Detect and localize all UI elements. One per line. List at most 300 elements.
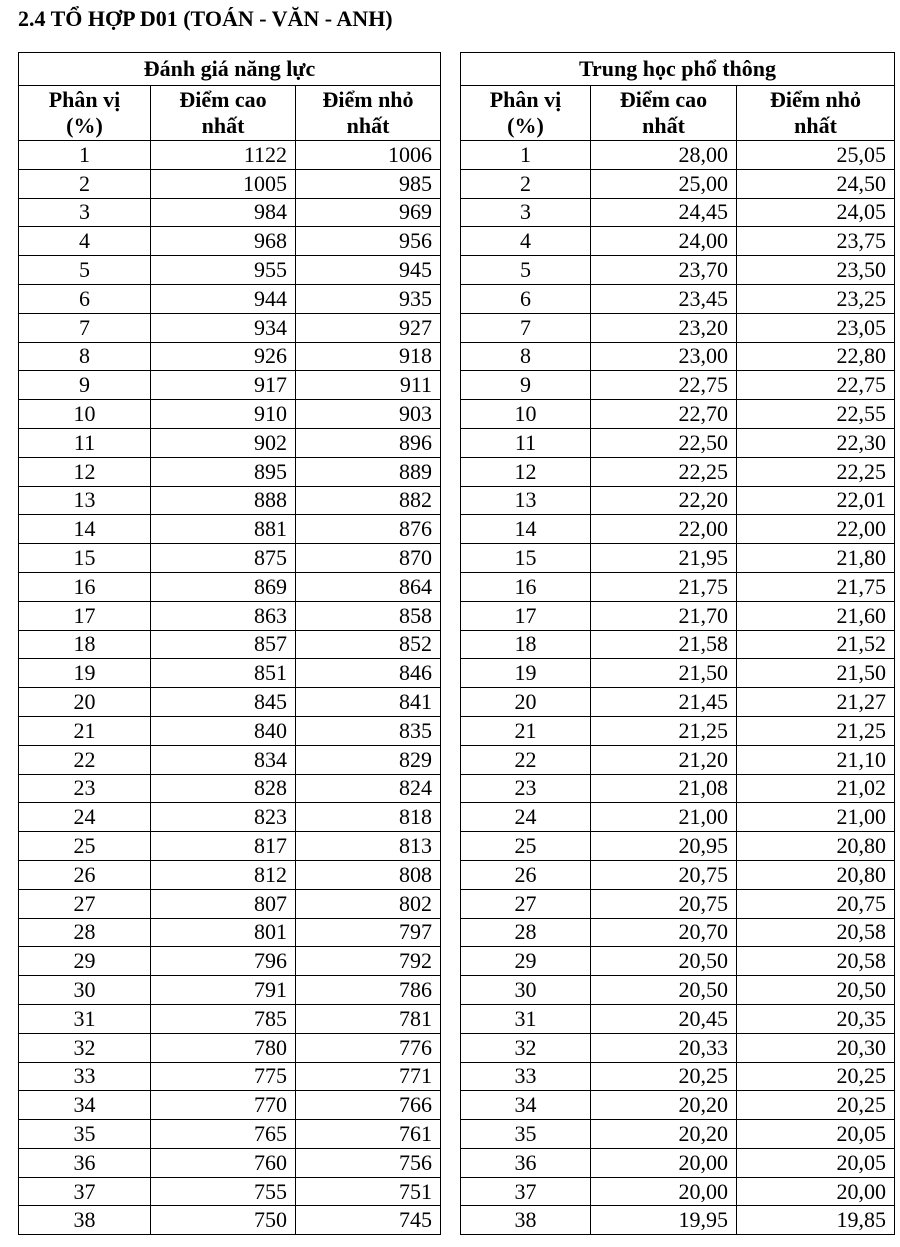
min-score-cell: 927: [296, 313, 441, 342]
max-score-cell: 22,00: [591, 515, 737, 544]
min-score-cell: 761: [296, 1120, 441, 1149]
max-score-cell: 21,50: [591, 659, 737, 688]
percentile-cell: 5: [461, 256, 591, 285]
max-score-cell: 934: [151, 313, 296, 342]
percentile-cell: 9: [19, 371, 151, 400]
max-score-cell: 765: [151, 1120, 296, 1149]
max-score-cell: 20,25: [591, 1062, 737, 1091]
table-row: [19, 1091, 441, 1120]
table-row: [19, 774, 441, 803]
percentile-cell: 34: [19, 1091, 151, 1120]
table-row: [461, 716, 895, 745]
percentile-cell: 4: [461, 227, 591, 256]
percentile-cell: 21: [461, 716, 591, 745]
min-score-cell: 969: [296, 198, 441, 227]
max-score-cell: 20,45: [591, 1004, 737, 1033]
percentile-cell: 6: [19, 284, 151, 313]
max-score-cell: 21,45: [591, 688, 737, 717]
percentile-cell: 25: [19, 832, 151, 861]
percentile-cell: 10: [461, 400, 591, 429]
max-score-cell: 840: [151, 716, 296, 745]
percentile-cell: 6: [461, 284, 591, 313]
percentile-cell: 19: [461, 659, 591, 688]
table-row: [19, 169, 441, 198]
min-score-cell: 935: [296, 284, 441, 313]
max-score-cell: 20,33: [591, 1033, 737, 1062]
table-row: [19, 198, 441, 227]
percentile-cell: 8: [19, 342, 151, 371]
table-row: [461, 889, 895, 918]
table-row: [461, 371, 895, 400]
percentile-cell: 32: [19, 1033, 151, 1062]
table-row: [461, 1206, 895, 1235]
percentile-cell: 10: [19, 400, 151, 429]
table-row: [19, 371, 441, 400]
table-row: [19, 342, 441, 371]
max-score-cell: 24,45: [591, 198, 737, 227]
max-score-cell: 21,00: [591, 803, 737, 832]
max-score-cell: 1005: [151, 169, 296, 198]
max-score-cell: 20,75: [591, 860, 737, 889]
max-score-cell: 23,70: [591, 256, 737, 285]
max-score-cell: 19,95: [591, 1206, 737, 1235]
percentile-cell: 31: [461, 1004, 591, 1033]
percentile-cell: 29: [19, 947, 151, 976]
max-score-cell: 968: [151, 227, 296, 256]
percentile-cell: 25: [461, 832, 591, 861]
min-score-header: Điểm nhỏ nhất: [296, 86, 441, 141]
percentile-cell: 28: [19, 918, 151, 947]
min-score-cell: 21,50: [737, 659, 895, 688]
percentile-cell: 5: [19, 256, 151, 285]
table-row: [19, 745, 441, 774]
min-score-cell: 864: [296, 572, 441, 601]
table-row: [461, 688, 895, 717]
percentile-cell: 33: [19, 1062, 151, 1091]
table-row: [19, 1033, 441, 1062]
percentile-cell: 12: [461, 457, 591, 486]
percentile-cell: 14: [19, 515, 151, 544]
table-row: [19, 1148, 441, 1177]
max-score-cell: 775: [151, 1062, 296, 1091]
min-score-cell: 21,75: [737, 572, 895, 601]
max-score-cell: 834: [151, 745, 296, 774]
min-score-cell: 22,80: [737, 342, 895, 371]
percentile-cell: 2: [19, 169, 151, 198]
table-row: [19, 400, 441, 429]
table-row: [461, 774, 895, 803]
min-score-cell: 802: [296, 889, 441, 918]
min-score-cell: 841: [296, 688, 441, 717]
min-score-cell: 20,30: [737, 1033, 895, 1062]
min-score-cell: 21,25: [737, 716, 895, 745]
table-row: [461, 313, 895, 342]
group-header: Trung học phổ thông: [461, 53, 895, 86]
max-score-cell: 21,25: [591, 716, 737, 745]
percentile-cell: 13: [461, 486, 591, 515]
percentile-cell: 3: [19, 198, 151, 227]
table-row: [461, 256, 895, 285]
table-row: [19, 544, 441, 573]
min-score-cell: 20,35: [737, 1004, 895, 1033]
percentile-cell: 7: [19, 313, 151, 342]
max-score-header: Điểm cao nhất: [591, 86, 737, 141]
table-row: [461, 400, 895, 429]
percentile-cell: 30: [19, 976, 151, 1005]
table-row: [19, 313, 441, 342]
min-score-cell: 876: [296, 515, 441, 544]
min-score-cell: 20,58: [737, 947, 895, 976]
max-score-cell: 857: [151, 630, 296, 659]
percentile-cell: 23: [19, 774, 151, 803]
min-score-cell: 818: [296, 803, 441, 832]
max-score-cell: 796: [151, 947, 296, 976]
table-row: [19, 832, 441, 861]
max-score-cell: 20,50: [591, 947, 737, 976]
max-score-cell: 755: [151, 1177, 296, 1206]
min-score-cell: 882: [296, 486, 441, 515]
min-score-cell: 20,58: [737, 918, 895, 947]
min-score-cell: 751: [296, 1177, 441, 1206]
table-row: [19, 860, 441, 889]
min-score-cell: 25,05: [737, 141, 895, 170]
percentile-cell: 7: [461, 313, 591, 342]
table-row: [19, 630, 441, 659]
max-score-cell: 926: [151, 342, 296, 371]
percentile-cell: 15: [461, 544, 591, 573]
min-score-cell: 22,55: [737, 400, 895, 429]
percentile-cell: 2: [461, 169, 591, 198]
min-score-cell: 911: [296, 371, 441, 400]
min-score-cell: 985: [296, 169, 441, 198]
max-score-cell: 28,00: [591, 141, 737, 170]
min-score-cell: 870: [296, 544, 441, 573]
percentile-cell: 11: [461, 428, 591, 457]
min-score-cell: 21,27: [737, 688, 895, 717]
table-row: [461, 1062, 895, 1091]
table-row: [461, 630, 895, 659]
percentile-cell: 1: [461, 141, 591, 170]
table-row: [461, 1120, 895, 1149]
min-score-cell: 1006: [296, 141, 441, 170]
table-row: [19, 601, 441, 630]
min-score-cell: 889: [296, 457, 441, 486]
table-row: [19, 256, 441, 285]
table-row: [19, 1206, 441, 1235]
max-score-cell: 20,20: [591, 1120, 737, 1149]
max-score-cell: 902: [151, 428, 296, 457]
table-row: [19, 976, 441, 1005]
table-row: [461, 284, 895, 313]
min-score-cell: 808: [296, 860, 441, 889]
min-score-cell: 22,75: [737, 371, 895, 400]
max-score-cell: 817: [151, 832, 296, 861]
max-score-cell: 20,95: [591, 832, 737, 861]
table-row: [461, 544, 895, 573]
percentile-cell: 36: [19, 1148, 151, 1177]
percentile-cell: 20: [19, 688, 151, 717]
max-score-cell: 21,20: [591, 745, 737, 774]
max-score-cell: 910: [151, 400, 296, 429]
min-score-cell: 956: [296, 227, 441, 256]
min-score-cell: 20,05: [737, 1148, 895, 1177]
min-score-cell: 846: [296, 659, 441, 688]
min-score-cell: 20,80: [737, 860, 895, 889]
min-score-cell: 20,00: [737, 1177, 895, 1206]
max-score-cell: 770: [151, 1091, 296, 1120]
min-score-cell: 781: [296, 1004, 441, 1033]
min-score-cell: 22,00: [737, 515, 895, 544]
min-score-cell: 835: [296, 716, 441, 745]
table-row: [19, 947, 441, 976]
table-row: [461, 860, 895, 889]
table-row: [19, 1004, 441, 1033]
percentile-cell: 11: [19, 428, 151, 457]
table-row: [461, 428, 895, 457]
table-row: [461, 1033, 895, 1062]
min-score-cell: 20,05: [737, 1120, 895, 1149]
percentile-cell: 23: [461, 774, 591, 803]
max-score-cell: 917: [151, 371, 296, 400]
max-score-cell: 760: [151, 1148, 296, 1177]
group-header: Đánh giá năng lực: [19, 53, 441, 86]
percentile-cell: 9: [461, 371, 591, 400]
table-row: [461, 918, 895, 947]
percentile-cell: 35: [19, 1120, 151, 1149]
max-score-cell: 20,70: [591, 918, 737, 947]
min-score-header: Điểm nhỏ nhất: [737, 86, 895, 141]
high-school-exam-table: [460, 52, 895, 1235]
max-score-cell: 25,00: [591, 169, 737, 198]
max-score-cell: 21,08: [591, 774, 737, 803]
percentile-cell: 32: [461, 1033, 591, 1062]
min-score-cell: 896: [296, 428, 441, 457]
percentile-cell: 8: [461, 342, 591, 371]
percentile-header: Phân vị (%): [19, 86, 151, 141]
percentile-cell: 13: [19, 486, 151, 515]
min-score-cell: 792: [296, 947, 441, 976]
competency-assessment-table: [18, 52, 441, 1235]
min-score-cell: 23,75: [737, 227, 895, 256]
percentile-cell: 37: [461, 1177, 591, 1206]
percentile-cell: 19: [19, 659, 151, 688]
max-score-cell: 21,75: [591, 572, 737, 601]
max-score-cell: 828: [151, 774, 296, 803]
table-row: [19, 572, 441, 601]
min-score-cell: 829: [296, 745, 441, 774]
max-score-cell: 888: [151, 486, 296, 515]
max-score-cell: 23,45: [591, 284, 737, 313]
percentile-cell: 27: [19, 889, 151, 918]
min-score-cell: 22,25: [737, 457, 895, 486]
table-row: [461, 1148, 895, 1177]
percentile-cell: 14: [461, 515, 591, 544]
percentile-cell: 37: [19, 1177, 151, 1206]
percentile-cell: 1: [19, 141, 151, 170]
table-row: [461, 515, 895, 544]
percentile-cell: 36: [461, 1148, 591, 1177]
percentile-cell: 35: [461, 1120, 591, 1149]
table-row: [19, 1120, 441, 1149]
table-row: [19, 227, 441, 256]
min-score-cell: 766: [296, 1091, 441, 1120]
min-score-cell: 20,25: [737, 1062, 895, 1091]
max-score-cell: 20,00: [591, 1177, 737, 1206]
percentile-cell: 21: [19, 716, 151, 745]
min-score-cell: 21,80: [737, 544, 895, 573]
min-score-cell: 20,25: [737, 1091, 895, 1120]
max-score-cell: 984: [151, 198, 296, 227]
table-row: [19, 284, 441, 313]
min-score-cell: 20,75: [737, 889, 895, 918]
table-row: [461, 803, 895, 832]
table-row: [19, 1177, 441, 1206]
min-score-cell: 24,05: [737, 198, 895, 227]
percentile-header: Phân vị (%): [461, 86, 591, 141]
table-row: [19, 141, 441, 170]
percentile-cell: 24: [461, 803, 591, 832]
max-score-cell: 21,58: [591, 630, 737, 659]
percentile-cell: 12: [19, 457, 151, 486]
min-score-cell: 20,50: [737, 976, 895, 1005]
percentile-cell: 18: [19, 630, 151, 659]
min-score-cell: 824: [296, 774, 441, 803]
min-score-cell: 918: [296, 342, 441, 371]
percentile-cell: 17: [19, 601, 151, 630]
max-score-cell: 875: [151, 544, 296, 573]
max-score-cell: 22,20: [591, 486, 737, 515]
table-row: [461, 1177, 895, 1206]
percentile-cell: 16: [461, 572, 591, 601]
max-score-cell: 24,00: [591, 227, 737, 256]
table-row: [19, 688, 441, 717]
min-score-cell: 745: [296, 1206, 441, 1235]
max-score-cell: 869: [151, 572, 296, 601]
percentile-cell: 38: [461, 1206, 591, 1235]
max-score-cell: 881: [151, 515, 296, 544]
percentile-cell: 26: [461, 860, 591, 889]
table-row: [19, 457, 441, 486]
max-score-cell: 23,00: [591, 342, 737, 371]
table-row: [461, 572, 895, 601]
min-score-cell: 24,50: [737, 169, 895, 198]
table-row: [461, 457, 895, 486]
percentile-cell: 4: [19, 227, 151, 256]
table-row: [19, 659, 441, 688]
table-row: [461, 659, 895, 688]
percentile-cell: 16: [19, 572, 151, 601]
min-score-cell: 797: [296, 918, 441, 947]
table-row: [461, 198, 895, 227]
max-score-cell: 20,20: [591, 1091, 737, 1120]
max-score-cell: 20,75: [591, 889, 737, 918]
max-score-cell: 801: [151, 918, 296, 947]
min-score-cell: 23,25: [737, 284, 895, 313]
percentile-cell: 24: [19, 803, 151, 832]
max-score-cell: 851: [151, 659, 296, 688]
percentile-cell: 18: [461, 630, 591, 659]
table-row: [461, 342, 895, 371]
max-score-cell: 780: [151, 1033, 296, 1062]
table-row: [19, 716, 441, 745]
percentile-cell: 22: [461, 745, 591, 774]
percentile-cell: 34: [461, 1091, 591, 1120]
table-row: [19, 1062, 441, 1091]
percentile-cell: 20: [461, 688, 591, 717]
table-row: [19, 803, 441, 832]
table-row: [461, 1004, 895, 1033]
min-score-cell: 23,50: [737, 256, 895, 285]
min-score-cell: 19,85: [737, 1206, 895, 1235]
percentile-cell: 33: [461, 1062, 591, 1091]
max-score-cell: 22,25: [591, 457, 737, 486]
table-row: [461, 227, 895, 256]
max-score-cell: 785: [151, 1004, 296, 1033]
max-score-cell: 807: [151, 889, 296, 918]
max-score-cell: 845: [151, 688, 296, 717]
max-score-cell: 22,75: [591, 371, 737, 400]
percentile-cell: 17: [461, 601, 591, 630]
min-score-cell: 21,60: [737, 601, 895, 630]
min-score-cell: 21,00: [737, 803, 895, 832]
table-row: [461, 947, 895, 976]
min-score-cell: 903: [296, 400, 441, 429]
table-row: [19, 428, 441, 457]
table-row: [461, 1091, 895, 1120]
percentile-cell: 27: [461, 889, 591, 918]
min-score-cell: 20,80: [737, 832, 895, 861]
table-row: [461, 486, 895, 515]
table-row: [19, 486, 441, 515]
table-row: [19, 889, 441, 918]
max-score-cell: 21,95: [591, 544, 737, 573]
percentile-cell: 15: [19, 544, 151, 573]
min-score-cell: 813: [296, 832, 441, 861]
percentile-cell: 22: [19, 745, 151, 774]
min-score-cell: 858: [296, 601, 441, 630]
min-score-cell: 945: [296, 256, 441, 285]
percentile-cell: 29: [461, 947, 591, 976]
percentile-cell: 3: [461, 198, 591, 227]
min-score-cell: 22,30: [737, 428, 895, 457]
max-score-cell: 22,50: [591, 428, 737, 457]
table-row: [19, 918, 441, 947]
percentile-cell: 26: [19, 860, 151, 889]
min-score-cell: 21,52: [737, 630, 895, 659]
section-title: 2.4 TỔ HỢP D01 (TOÁN - VĂN - ANH): [18, 6, 393, 31]
max-score-cell: 823: [151, 803, 296, 832]
max-score-header: Điểm cao nhất: [151, 86, 296, 141]
max-score-cell: 750: [151, 1206, 296, 1235]
max-score-cell: 812: [151, 860, 296, 889]
min-score-cell: 776: [296, 1033, 441, 1062]
min-score-cell: 786: [296, 976, 441, 1005]
min-score-cell: 21,10: [737, 745, 895, 774]
max-score-cell: 791: [151, 976, 296, 1005]
min-score-cell: 21,02: [737, 774, 895, 803]
percentile-cell: 38: [19, 1206, 151, 1235]
max-score-cell: 22,70: [591, 400, 737, 429]
min-score-cell: 852: [296, 630, 441, 659]
percentile-cell: 31: [19, 1004, 151, 1033]
max-score-cell: 944: [151, 284, 296, 313]
max-score-cell: 20,00: [591, 1148, 737, 1177]
table-row: [461, 169, 895, 198]
min-score-cell: 22,01: [737, 486, 895, 515]
table-row: [461, 832, 895, 861]
max-score-cell: 895: [151, 457, 296, 486]
percentile-cell: 30: [461, 976, 591, 1005]
